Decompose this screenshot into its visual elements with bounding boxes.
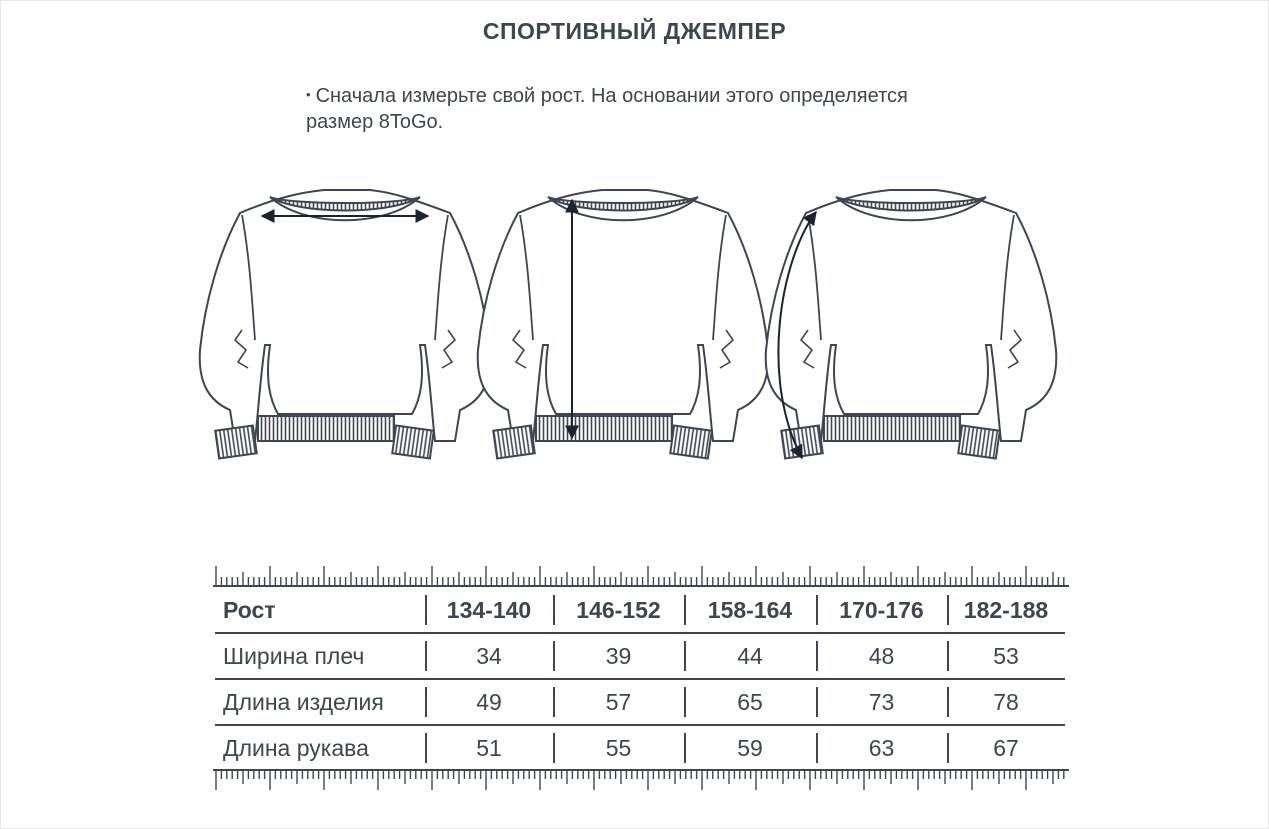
- note-line-2: размер 8ToGo.: [306, 111, 444, 133]
- table-cell: 55: [553, 725, 684, 770]
- row-label: Длина рукава: [215, 725, 425, 770]
- size-column-header: 158-164: [684, 588, 816, 633]
- table-cell: 48: [816, 633, 947, 679]
- ruler-bottom: [213, 768, 1069, 792]
- row-label: Длина изделия: [215, 679, 425, 725]
- size-column-header: 170-176: [816, 588, 947, 633]
- table-row: [215, 633, 1065, 679]
- size-column-header: 134-140: [425, 588, 553, 633]
- table-cell: 57: [553, 679, 684, 725]
- row-label: Ширина плеч: [215, 633, 425, 679]
- table-cell: 44: [684, 633, 816, 679]
- page-title: СПОРТИВНЫЙ ДЖЕМПЕР: [482, 18, 787, 44]
- table-header-row: [215, 588, 1065, 633]
- sweater-front-sleeve: [766, 190, 1057, 459]
- sweater-front-length: [478, 190, 769, 459]
- table-cell: 34: [425, 633, 553, 679]
- size-table: [215, 588, 1065, 770]
- sweater-front-shoulder: [200, 190, 491, 459]
- table-row: [215, 725, 1065, 770]
- table-cell: 49: [425, 679, 553, 725]
- bullet-icon: •: [306, 87, 311, 102]
- table-cell: 63: [816, 725, 947, 770]
- table-cell: 73: [816, 679, 947, 725]
- table-cell: 51: [425, 725, 553, 770]
- note-line-1: Сначала измерьте свой рост. На основании этого определяется: [315, 85, 908, 107]
- table-cell: 53: [947, 633, 1065, 679]
- table-cell: 67: [947, 725, 1065, 770]
- size-column-header: 182-188: [947, 588, 1065, 633]
- ruler-top: [213, 564, 1069, 588]
- table-cell: 65: [684, 679, 816, 725]
- size-column-header: 146-152: [553, 588, 684, 633]
- header-label: Рост: [223, 596, 276, 623]
- table-cell: 78: [947, 679, 1065, 725]
- table-cell: 59: [684, 725, 816, 770]
- table-cell: 39: [553, 633, 684, 679]
- table-row: [215, 679, 1065, 725]
